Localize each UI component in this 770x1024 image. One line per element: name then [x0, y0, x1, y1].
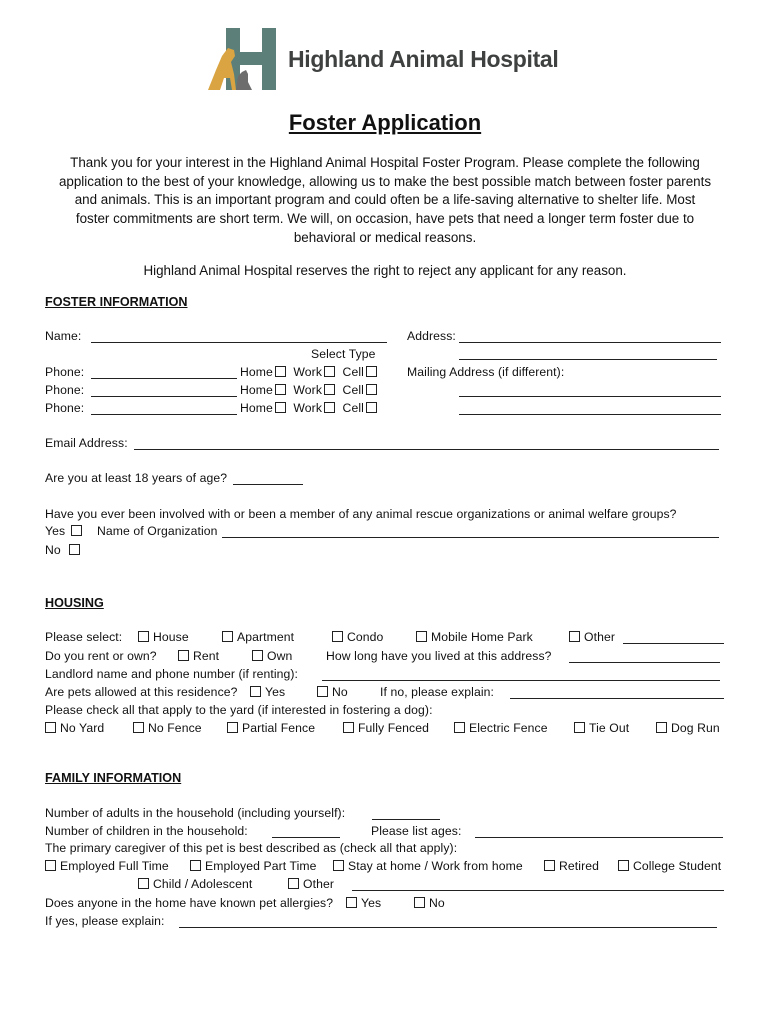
tie-out-checkbox[interactable] — [574, 722, 585, 733]
mailing-label: Mailing Address (if different): — [407, 365, 565, 379]
ages-field[interactable] — [475, 837, 723, 838]
condo-label: Condo — [347, 630, 384, 644]
caregiver-label: The primary caregiver of this pet is best described as (check all that apply): — [45, 841, 458, 855]
rent-own-label: Do you rent or own? — [45, 649, 157, 663]
yard-label: Please check all that apply to the yard (if interested in fostering a dog): — [45, 703, 433, 717]
cell-checkbox[interactable] — [366, 402, 377, 413]
home-checkbox[interactable] — [275, 366, 286, 377]
mobile-checkbox[interactable] — [416, 631, 427, 642]
address-field-1[interactable] — [459, 342, 721, 343]
rescue-yes-checkbox[interactable] — [71, 525, 82, 536]
how-long-label: How long have you lived at this address? — [326, 649, 552, 663]
mailing-field-1[interactable] — [459, 396, 721, 397]
children-field[interactable] — [272, 837, 340, 838]
electric-fence-checkbox[interactable] — [454, 722, 465, 733]
pets-yes-label: Yes — [265, 685, 286, 699]
rescue-no-checkbox[interactable] — [69, 544, 80, 555]
intro-line-5: behavioral or medical reasons. — [293, 230, 477, 245]
rescue-question: Have you ever been involved with or been a member of any animal rescue organizations or animal welfare groups? — [45, 507, 677, 521]
housing-select-label: Please select: — [45, 630, 123, 644]
other-housing-field[interactable] — [623, 643, 724, 644]
phone-label-3: Phone: — [45, 401, 85, 415]
allergies-label: Does anyone in the home have known pet allergies? — [45, 896, 334, 910]
no-fence-label: No Fence — [148, 721, 202, 735]
select-type-label: Select Type — [311, 347, 376, 361]
rent-label: Rent — [193, 649, 220, 663]
house-label: House — [153, 630, 189, 644]
pets-no-label: No — [332, 685, 348, 699]
stay-home-label: Stay at home / Work from home — [348, 859, 523, 873]
intro-line-2: application to the best of your knowledge, allowing us to make the best possible match between foster parents — [58, 174, 712, 189]
retired-checkbox[interactable] — [544, 860, 555, 871]
fully-fenced-label: Fully Fenced — [358, 721, 429, 735]
pets-yes-checkbox[interactable] — [250, 686, 261, 697]
partial-fence-label: Partial Fence — [242, 721, 316, 735]
dog-run-checkbox[interactable] — [656, 722, 667, 733]
if-no-field[interactable] — [510, 698, 724, 699]
fully-fenced-checkbox[interactable] — [343, 722, 354, 733]
allergies-no-checkbox[interactable] — [414, 897, 425, 908]
address-field-2[interactable] — [459, 359, 717, 360]
electric-fence-label: Electric Fence — [469, 721, 548, 735]
intro-line-4: foster commitments are short term. We will, on occasion, have pets that need a longer term foster due to — [75, 211, 695, 226]
full-time-checkbox[interactable] — [45, 860, 56, 871]
other-caregiver-checkbox[interactable] — [288, 878, 299, 889]
home-checkbox[interactable] — [275, 402, 286, 413]
child-label: Child / Adolescent — [153, 877, 253, 891]
work-label: Work — [293, 365, 323, 379]
work-checkbox[interactable] — [324, 366, 335, 377]
pets-no-checkbox[interactable] — [317, 686, 328, 697]
age-question: Are you at least 18 years of age? — [45, 471, 228, 485]
own-label: Own — [267, 649, 293, 663]
org-field[interactable] — [222, 537, 719, 538]
cell-checkbox[interactable] — [366, 366, 377, 377]
apartment-checkbox[interactable] — [222, 631, 233, 642]
intro-line-1: Thank you for your interest in the Highland Animal Hospital Foster Program. Please complete the following — [70, 155, 700, 170]
tie-out-label: Tie Out — [589, 721, 630, 735]
work-checkbox[interactable] — [324, 384, 335, 395]
cell-checkbox[interactable] — [366, 384, 377, 395]
email-field[interactable] — [134, 449, 719, 450]
mailing-field-2[interactable] — [459, 414, 721, 415]
stay-home-checkbox[interactable] — [333, 860, 344, 871]
how-long-field[interactable] — [569, 662, 720, 663]
home-label: Home — [240, 401, 273, 415]
cell-label: Cell — [342, 365, 364, 379]
adults-label: Number of adults in the household (including yourself): — [45, 806, 346, 820]
phone-label-1: Phone: — [45, 365, 85, 379]
explain-label: If yes, please explain: — [45, 914, 165, 928]
cell-label: Cell — [342, 383, 364, 397]
child-checkbox[interactable] — [138, 878, 149, 889]
rescue-no-label: No — [45, 543, 61, 557]
email-label: Email Address: — [45, 436, 128, 450]
retired-label: Retired — [559, 859, 599, 873]
home-checkbox[interactable] — [275, 384, 286, 395]
no-fence-checkbox[interactable] — [133, 722, 144, 733]
phone-field-2[interactable] — [91, 396, 237, 397]
phone-field-1[interactable] — [91, 378, 237, 379]
student-label: College Student — [633, 859, 722, 873]
other-caregiver-field[interactable] — [352, 890, 724, 891]
work-checkbox[interactable] — [324, 402, 335, 413]
part-time-label: Employed Part Time — [205, 859, 317, 873]
home-label: Home — [240, 383, 273, 397]
home-label: Home — [240, 365, 273, 379]
no-yard-checkbox[interactable] — [45, 722, 56, 733]
other-caregiver-label: Other — [303, 877, 334, 891]
phone-field-3[interactable] — [91, 414, 237, 415]
work-label: Work — [293, 383, 323, 397]
partial-fence-checkbox[interactable] — [227, 722, 238, 733]
cell-label: Cell — [342, 401, 364, 415]
name-label: Name: — [45, 329, 82, 343]
reserve-notice: Highland Animal Hospital reserves the right to reject any applicant for any reason. — [143, 263, 627, 278]
house-checkbox[interactable] — [138, 631, 149, 642]
landlord-field[interactable] — [322, 680, 720, 681]
age-field[interactable] — [233, 484, 303, 485]
work-label: Work — [293, 401, 323, 415]
org-label: Name of Organization — [97, 524, 218, 538]
other-housing-checkbox[interactable] — [569, 631, 580, 642]
foster-heading: FOSTER INFORMATION — [45, 295, 188, 309]
children-label: Number of children in the household: — [45, 824, 248, 838]
student-checkbox[interactable] — [618, 860, 629, 871]
landlord-label: Landlord name and phone number (if renting): — [45, 667, 299, 681]
dog-run-label: Dog Run — [671, 721, 720, 735]
hospital-name: Highland Animal Hospital — [288, 46, 559, 72]
apartment-label: Apartment — [237, 630, 295, 644]
page-title: Foster Application — [288, 110, 482, 135]
adults-field[interactable] — [372, 819, 440, 820]
housing-heading: HOUSING — [45, 596, 104, 610]
if-no-label: If no, please explain: — [380, 685, 494, 699]
other-housing-label: Other — [584, 630, 615, 644]
no-yard-label: No Yard — [60, 721, 105, 735]
intro-line-3: and animals. This is an important program and could often be a life-saving alternative to shelter life. Most — [74, 192, 696, 207]
allergies-yes-label: Yes — [361, 896, 382, 910]
allergies-no-label: No — [429, 896, 445, 910]
rescue-yes-label: Yes — [45, 524, 66, 538]
condo-checkbox[interactable] — [332, 631, 343, 642]
rent-checkbox[interactable] — [178, 650, 189, 661]
ages-label: Please list ages: — [371, 824, 462, 838]
mobile-label: Mobile Home Park — [431, 630, 533, 644]
own-checkbox[interactable] — [252, 650, 263, 661]
family-heading: FAMILY INFORMATION — [45, 771, 182, 785]
address-label: Address: — [407, 329, 456, 343]
hospital-logo-icon — [204, 26, 284, 94]
phone-label-2: Phone: — [45, 383, 85, 397]
explain-field[interactable] — [179, 927, 717, 928]
name-field[interactable] — [91, 342, 387, 343]
full-time-label: Employed Full Time — [60, 859, 169, 873]
part-time-checkbox[interactable] — [190, 860, 201, 871]
allergies-yes-checkbox[interactable] — [346, 897, 357, 908]
pets-allowed-label: Are pets allowed at this residence? — [45, 685, 238, 699]
